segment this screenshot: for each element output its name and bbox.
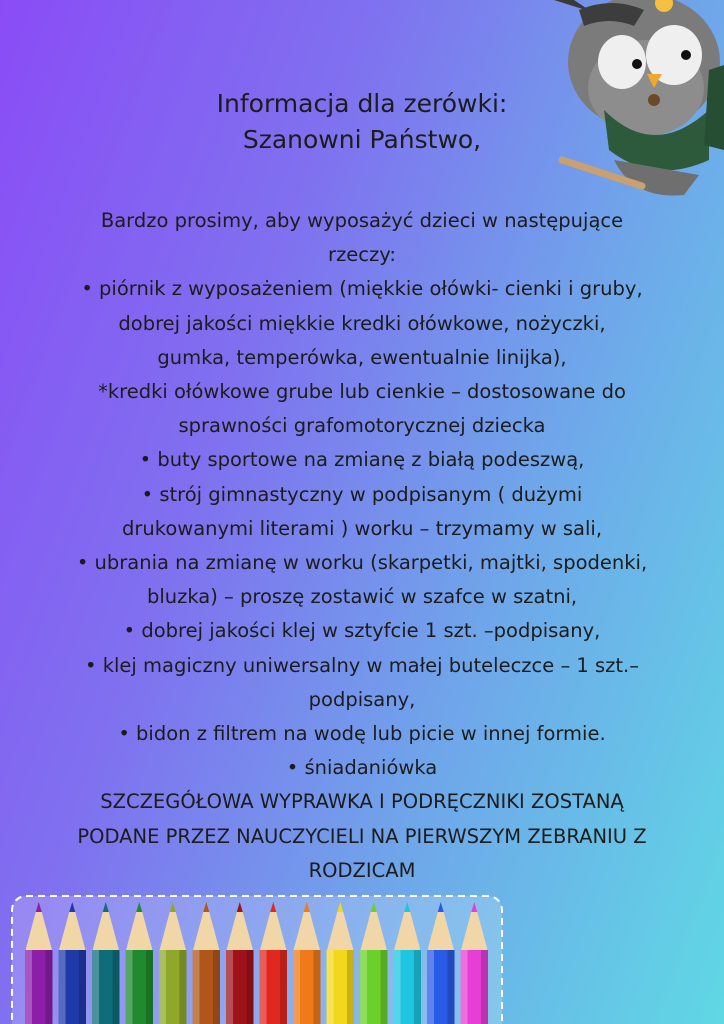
- body-line: SZCZEGÓŁOWA WYPRAWKA I PODRĘCZNIKI ZOSTANĄ: [100, 790, 624, 814]
- body-text: [20, 204, 704, 888]
- heading-line-1: Informacja dla zerówki:: [216, 89, 508, 118]
- body-line: RODZICAM: [308, 858, 416, 882]
- colored-pencils-icon: [10, 894, 504, 1024]
- body-line: sprawności grafomotorycznej dziecka: [178, 414, 546, 438]
- heading-line-2: Szanowni Państwo,: [242, 125, 482, 154]
- body-line: • dobrej jakości klej w sztyfcie 1 szt. –podpisany,: [123, 619, 601, 643]
- body-line: *kredki ołówkowe grube lub cienkie – dostosowane do: [98, 380, 626, 404]
- body-line: • piórnik z wyposażeniem (miękkie ołówki- cienki i gruby,: [81, 277, 643, 301]
- body-line: podpisany,: [308, 687, 416, 711]
- body-line: dobrej jakości miękkie kredki ołówkowe, nożyczki,: [118, 311, 606, 335]
- body-line: • buty sportowe na zmianę z białą podeszwą,: [139, 448, 585, 472]
- body-line: • klej magiczny uniwersalny w małej buteleczce – 1 szt.–: [85, 653, 639, 677]
- body-line: • ubrania na zmianę w worku (skarpetki, majtki, spodenki,: [76, 551, 648, 575]
- body-line: • bidon z filtrem na wodę lub picie w innej formie.: [118, 722, 606, 746]
- body-line: • strój gimnastyczny w podpisanym ( dużymi: [141, 482, 583, 506]
- body-line: rzeczy:: [328, 243, 396, 267]
- body-line: • śniadaniówka: [286, 756, 438, 780]
- body-line: Bardzo prosimy, aby wyposażyć dzieci w następujące: [100, 209, 624, 232]
- body-line: drukowanymi literami ) worku – trzymamy w sali,: [121, 516, 603, 540]
- body-line: gumka, temperówka, ewentualnie linijka),: [157, 345, 567, 369]
- page-heading: [0, 86, 724, 158]
- body-line: PODANE PRZEZ NAUCZYCIELI NA PIERWSZYM ZEBRANIU Z: [77, 824, 647, 848]
- body-line: bluzka) – proszę zostawić w szafce w szatni,: [146, 585, 578, 609]
